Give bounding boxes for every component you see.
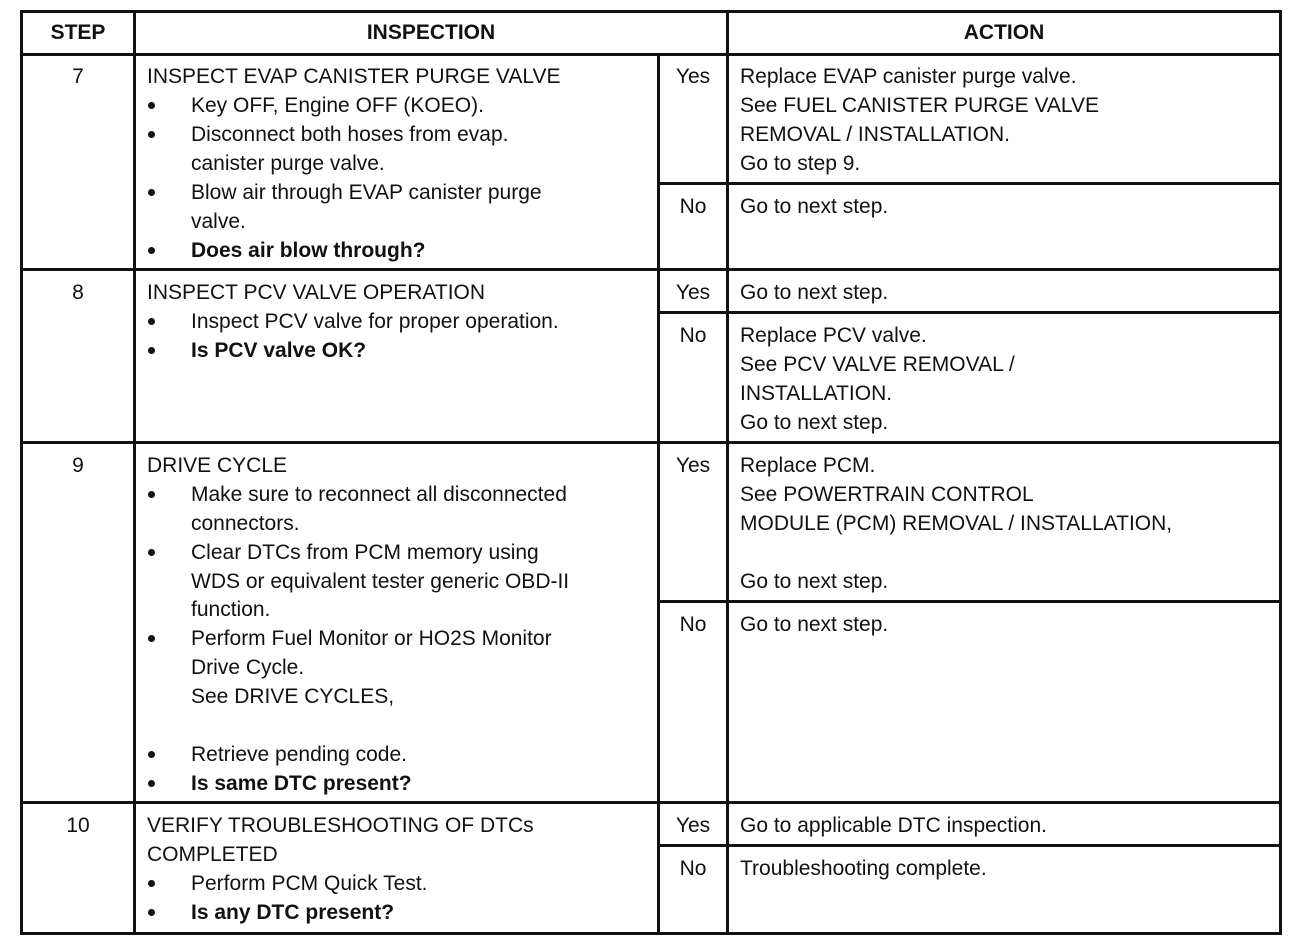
bullet-text: Blow air through EVAP canister purge [191,181,542,204]
header-step: STEP [50,21,106,44]
bullet-text: function. [191,598,271,621]
bullet-text: Inspect PCV valve for proper operation. [191,310,559,333]
inspection-title: VERIFY TROUBLESHOOTING OF DTCs [147,814,534,837]
inspection-title: INSPECT EVAP CANISTER PURGE VALVE [147,65,561,88]
bullet-icon [148,347,155,354]
action-text: Go to next step. [740,195,889,218]
bullet-text: WDS or equivalent tester generic OBD-II [191,570,570,593]
yes-label: Yes [675,281,711,304]
bullet-question: Is PCV valve OK? [191,339,367,362]
action-text: Go to next step. [740,411,889,434]
header-action: ACTION [963,21,1045,44]
action-text: Go to next step. [740,281,889,304]
diagnostic-table [20,10,1282,935]
bullet-text: Drive Cycle. [191,656,305,679]
bullet-text: See DRIVE CYCLES, [191,685,395,708]
inspection-title: INSPECT PCV VALVE OPERATION [147,281,486,304]
no-label: No [679,195,707,218]
bullet-text: Clear DTCs from PCM memory using [191,541,539,564]
col-divider [133,10,136,935]
action-text: See PCV VALVE REMOVAL / [740,353,1015,376]
no-label: No [679,613,707,636]
yes-no-divider [657,844,1282,847]
step-number: 10 [66,814,90,837]
col-divider [726,10,729,935]
row-divider [20,441,1282,444]
inspection-title: DRIVE CYCLE [147,454,288,477]
bullet-icon [148,491,155,498]
bullet-question: Is any DTC present? [191,901,395,924]
action-text: See FUEL CANISTER PURGE VALVE [740,94,1100,117]
header-divider [20,53,1282,56]
inspection-title: COMPLETED [147,843,278,866]
bullet-icon [148,880,155,887]
bullet-icon [148,909,155,916]
bullet-icon [148,751,155,758]
row-divider [20,268,1282,271]
bullet-icon [148,549,155,556]
bullet-text: Perform Fuel Monitor or HO2S Monitor [191,627,552,650]
bullet-text: valve. [191,210,246,233]
bullet-text: Disconnect both hoses from evap. [191,123,509,146]
bullet-text: Make sure to reconnect all disconnected [191,483,567,506]
bullet-icon [148,780,155,787]
bullet-icon [148,189,155,196]
header-inspection: INSPECTION [366,21,496,44]
table-border-top [20,10,1282,13]
step-number: 7 [72,65,84,88]
bullet-text: Retrieve pending code. [191,743,407,766]
action-text: Replace PCM. [740,454,876,477]
action-text: Replace PCV valve. [740,324,927,347]
step-number: 9 [72,454,84,477]
yes-no-divider [657,600,1282,603]
action-text: Go to step 9. [740,152,861,175]
col-divider [657,53,660,935]
no-label: No [679,324,707,347]
action-text: Go to next step. [740,613,889,636]
table-border-bottom [20,932,1282,935]
no-label: No [679,857,707,880]
yes-label: Yes [675,814,711,837]
action-text: INSTALLATION. [740,382,893,405]
action-text: Replace EVAP canister purge valve. [740,65,1077,88]
table-border-right [1279,10,1282,935]
bullet-question: Is same DTC present? [191,772,412,795]
bullet-icon [148,131,155,138]
bullet-icon [148,247,155,254]
bullet-text: canister purge valve. [191,152,385,175]
action-text: Troubleshooting complete. [740,857,987,880]
yes-no-divider [657,182,1282,185]
row-divider [20,801,1282,804]
bullet-text: connectors. [191,512,300,535]
bullet-icon [148,102,155,109]
yes-label: Yes [675,65,711,88]
action-text: MODULE (PCM) REMOVAL / INSTALLATION, [740,512,1173,535]
bullet-text: Perform PCM Quick Test. [191,872,428,895]
yes-no-divider [657,311,1282,314]
bullet-icon [148,635,155,642]
step-number: 8 [72,281,84,304]
action-text: See POWERTRAIN CONTROL [740,483,1034,506]
action-text: Go to applicable DTC inspection. [740,814,1047,837]
yes-label: Yes [675,454,711,477]
bullet-text: Key OFF, Engine OFF (KOEO). [191,94,484,117]
bullet-icon [148,318,155,325]
action-text: REMOVAL / INSTALLATION. [740,123,1010,146]
bullet-question: Does air blow through? [191,239,426,262]
action-text: Go to next step. [740,570,889,593]
